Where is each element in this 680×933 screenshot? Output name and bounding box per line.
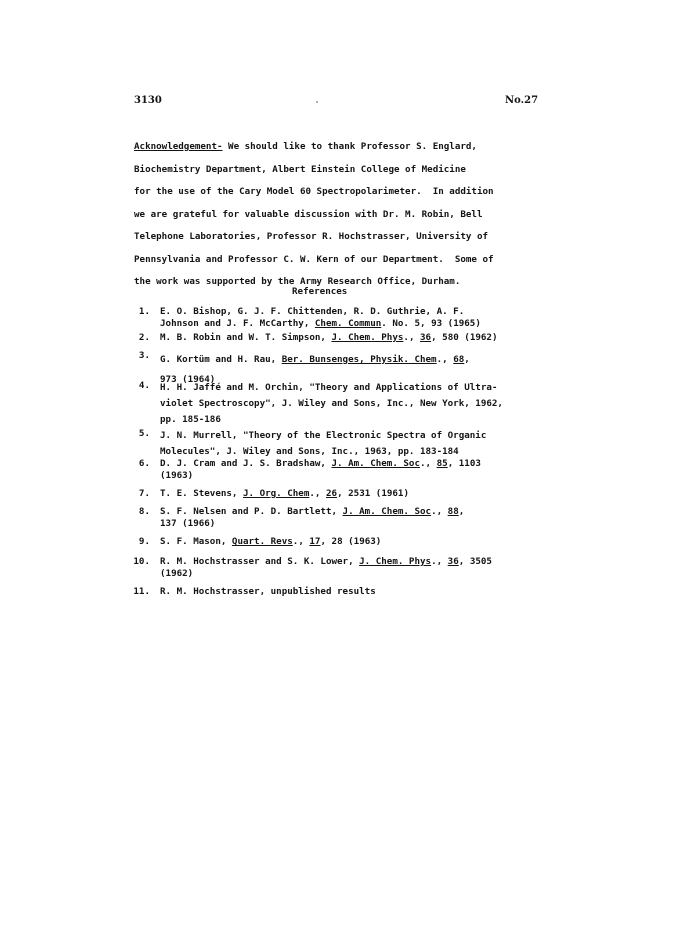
citation-underlined: 85 <box>436 458 448 469</box>
reference-text <box>160 556 570 580</box>
reference-number: 4. <box>138 380 150 391</box>
reference-line <box>160 380 570 396</box>
citation-underlined: 36 <box>420 332 432 343</box>
acknowledgement-line: Pennsylvania and Professor C. W. Kern of our Department. Some of <box>134 253 494 265</box>
reference-segment: , 1103 <box>447 458 481 469</box>
reference-segment: H. H. Jaffé and M. Orchin, "Theory and Applications of Ultra- <box>160 382 498 393</box>
reference-line <box>160 506 570 518</box>
reference-number: 7. <box>138 488 150 499</box>
reference-text <box>160 380 570 428</box>
reference-text <box>160 506 570 530</box>
citation-underlined: 68 <box>453 354 465 365</box>
reference-segment: ., <box>420 458 437 469</box>
citation-underlined: Chem. Commun <box>314 318 382 329</box>
reference-segment: R. M. Hochstrasser and S. K. Lower, <box>160 556 360 567</box>
citation-underlined: J. Chem. Phys <box>331 332 404 343</box>
reference-number: 11. <box>133 586 150 597</box>
reference-line <box>160 306 570 318</box>
reference-segment: , <box>458 506 465 517</box>
reference-segment: ., <box>309 488 326 499</box>
reference-segment: ., <box>431 506 448 517</box>
reference-segment: E. O. Bishop, G. J. F. Chittenden, R. D. Guthrie, A. F. <box>160 306 465 317</box>
reference-number: 8. <box>138 506 150 517</box>
acknowledgement-first-line <box>134 136 564 159</box>
reference-segment: . No. 5, 93 (1965) <box>381 318 481 329</box>
reference-segment: ., <box>292 536 310 547</box>
reference-segment: (1963) <box>160 470 194 481</box>
reference-segment: , 3505 <box>458 556 492 567</box>
reference-line <box>160 470 570 482</box>
issue-number: No.27 <box>505 95 539 106</box>
citation-underlined: J. Chem. Phys <box>359 556 432 567</box>
reference-segment: S. F. Mason, <box>160 536 232 547</box>
reference-line <box>160 556 570 568</box>
reference-segment: J. N. Murrell, "Theory of the Electronic Spectra of Organic <box>160 430 487 441</box>
citation-underlined: J. Org. Chem <box>242 488 310 499</box>
reference-line <box>160 332 570 344</box>
citation-underlined: Quart. Revs <box>231 536 293 547</box>
reference-number: 1. <box>138 306 150 317</box>
acknowledgement-heading: Acknowledgement- <box>134 141 223 152</box>
reference-segment: , <box>464 354 470 365</box>
reference-segment: T. E. Stevens, <box>160 488 243 499</box>
page-number: 3130 <box>134 95 162 106</box>
reference-number: 5. <box>138 428 150 439</box>
reference-segment: Molecules", J. Wiley and Sons, Inc., 1963, pp. 183-184 <box>160 446 459 457</box>
reference-line <box>160 586 570 598</box>
reference-segment: , 580 (1962) <box>431 332 498 343</box>
reference-number: 9. <box>138 536 150 547</box>
reference-number: 3. <box>138 350 150 361</box>
acknowledgement-line: the work was supported by the Army Research Office, Durham. <box>134 276 461 287</box>
reference-segment: , 2531 (1961) <box>337 488 409 499</box>
reference-line <box>160 396 570 412</box>
reference-segment: (1962) <box>160 568 194 579</box>
acknowledgement-line: for the use of the Cary Model 60 Spectropolarimeter. In addition <box>134 186 494 197</box>
reference-line <box>160 428 570 444</box>
reference-segment: D. J. Cram and J. S. Bradshaw, <box>160 458 332 469</box>
reference-text <box>160 586 570 598</box>
reference-segment: R. M. Hochstrasser, unpublished results <box>160 586 376 597</box>
reference-number: 2. <box>138 332 150 343</box>
reference-line <box>160 458 570 470</box>
reference-line <box>160 318 570 330</box>
reference-text <box>160 536 570 548</box>
reference-segment: ., <box>436 354 454 365</box>
reference-segment: , 28 (1963) <box>320 536 382 547</box>
citation-underlined: 17 <box>309 536 321 547</box>
references-heading: References <box>292 286 348 297</box>
reference-segment: 973 (1964) <box>160 374 216 385</box>
reference-text <box>160 306 570 330</box>
citation-underlined: 36 <box>447 556 459 567</box>
acknowledgement-line: Biochemistry Department, Albert Einstein College of Medicine <box>134 163 466 175</box>
reference-line <box>160 488 570 500</box>
reference-text <box>160 458 570 482</box>
reference-line <box>160 568 570 580</box>
reference-text <box>160 428 570 460</box>
reference-line <box>160 536 570 548</box>
reference-number: 10. <box>133 556 150 567</box>
acknowledgement-line: We should like to thank Professor S. Englard, <box>222 141 477 152</box>
reference-line <box>160 518 570 530</box>
reference-segment: G. Kortüm and H. Rau, <box>160 354 282 365</box>
citation-underlined: Ber. Bunsenges, Physik. Chem <box>281 354 437 365</box>
citation-underlined: 26 <box>325 488 338 499</box>
citation-underlined: 88 <box>447 506 459 517</box>
reference-segment: 137 (1966) <box>160 518 216 529</box>
reference-segment: ., <box>403 332 421 343</box>
reference-segment: ., <box>431 556 448 567</box>
reference-line <box>160 350 570 370</box>
reference-text <box>160 488 570 500</box>
reference-segment: M. B. Robin and W. T. Simpson, <box>160 332 332 343</box>
acknowledgement-paragraph <box>134 136 564 294</box>
reference-number: 6. <box>138 458 150 469</box>
reference-segment: violet Spectroscopy", J. Wiley and Sons, Inc., New York, 1962, <box>160 398 503 409</box>
scan-speck <box>316 101 318 103</box>
reference-segment: S. F. Nelsen and P. D. Bartlett, <box>160 506 343 517</box>
acknowledgement-line: Telephone Laboratories, Professor R. Hochstrasser, University of <box>134 231 489 242</box>
citation-underlined: J. Am. Chem. Soc <box>331 458 420 469</box>
reference-text <box>160 332 570 344</box>
reference-segment: Johnson and J. F. McCarthy, <box>160 318 315 329</box>
reference-segment: pp. 185-186 <box>160 414 221 425</box>
reference-line <box>160 412 570 428</box>
citation-underlined: J. Am. Chem. Soc <box>342 506 432 517</box>
acknowledgement-line: we are grateful for valuable discussion with Dr. M. Robin, Bell <box>134 208 483 220</box>
